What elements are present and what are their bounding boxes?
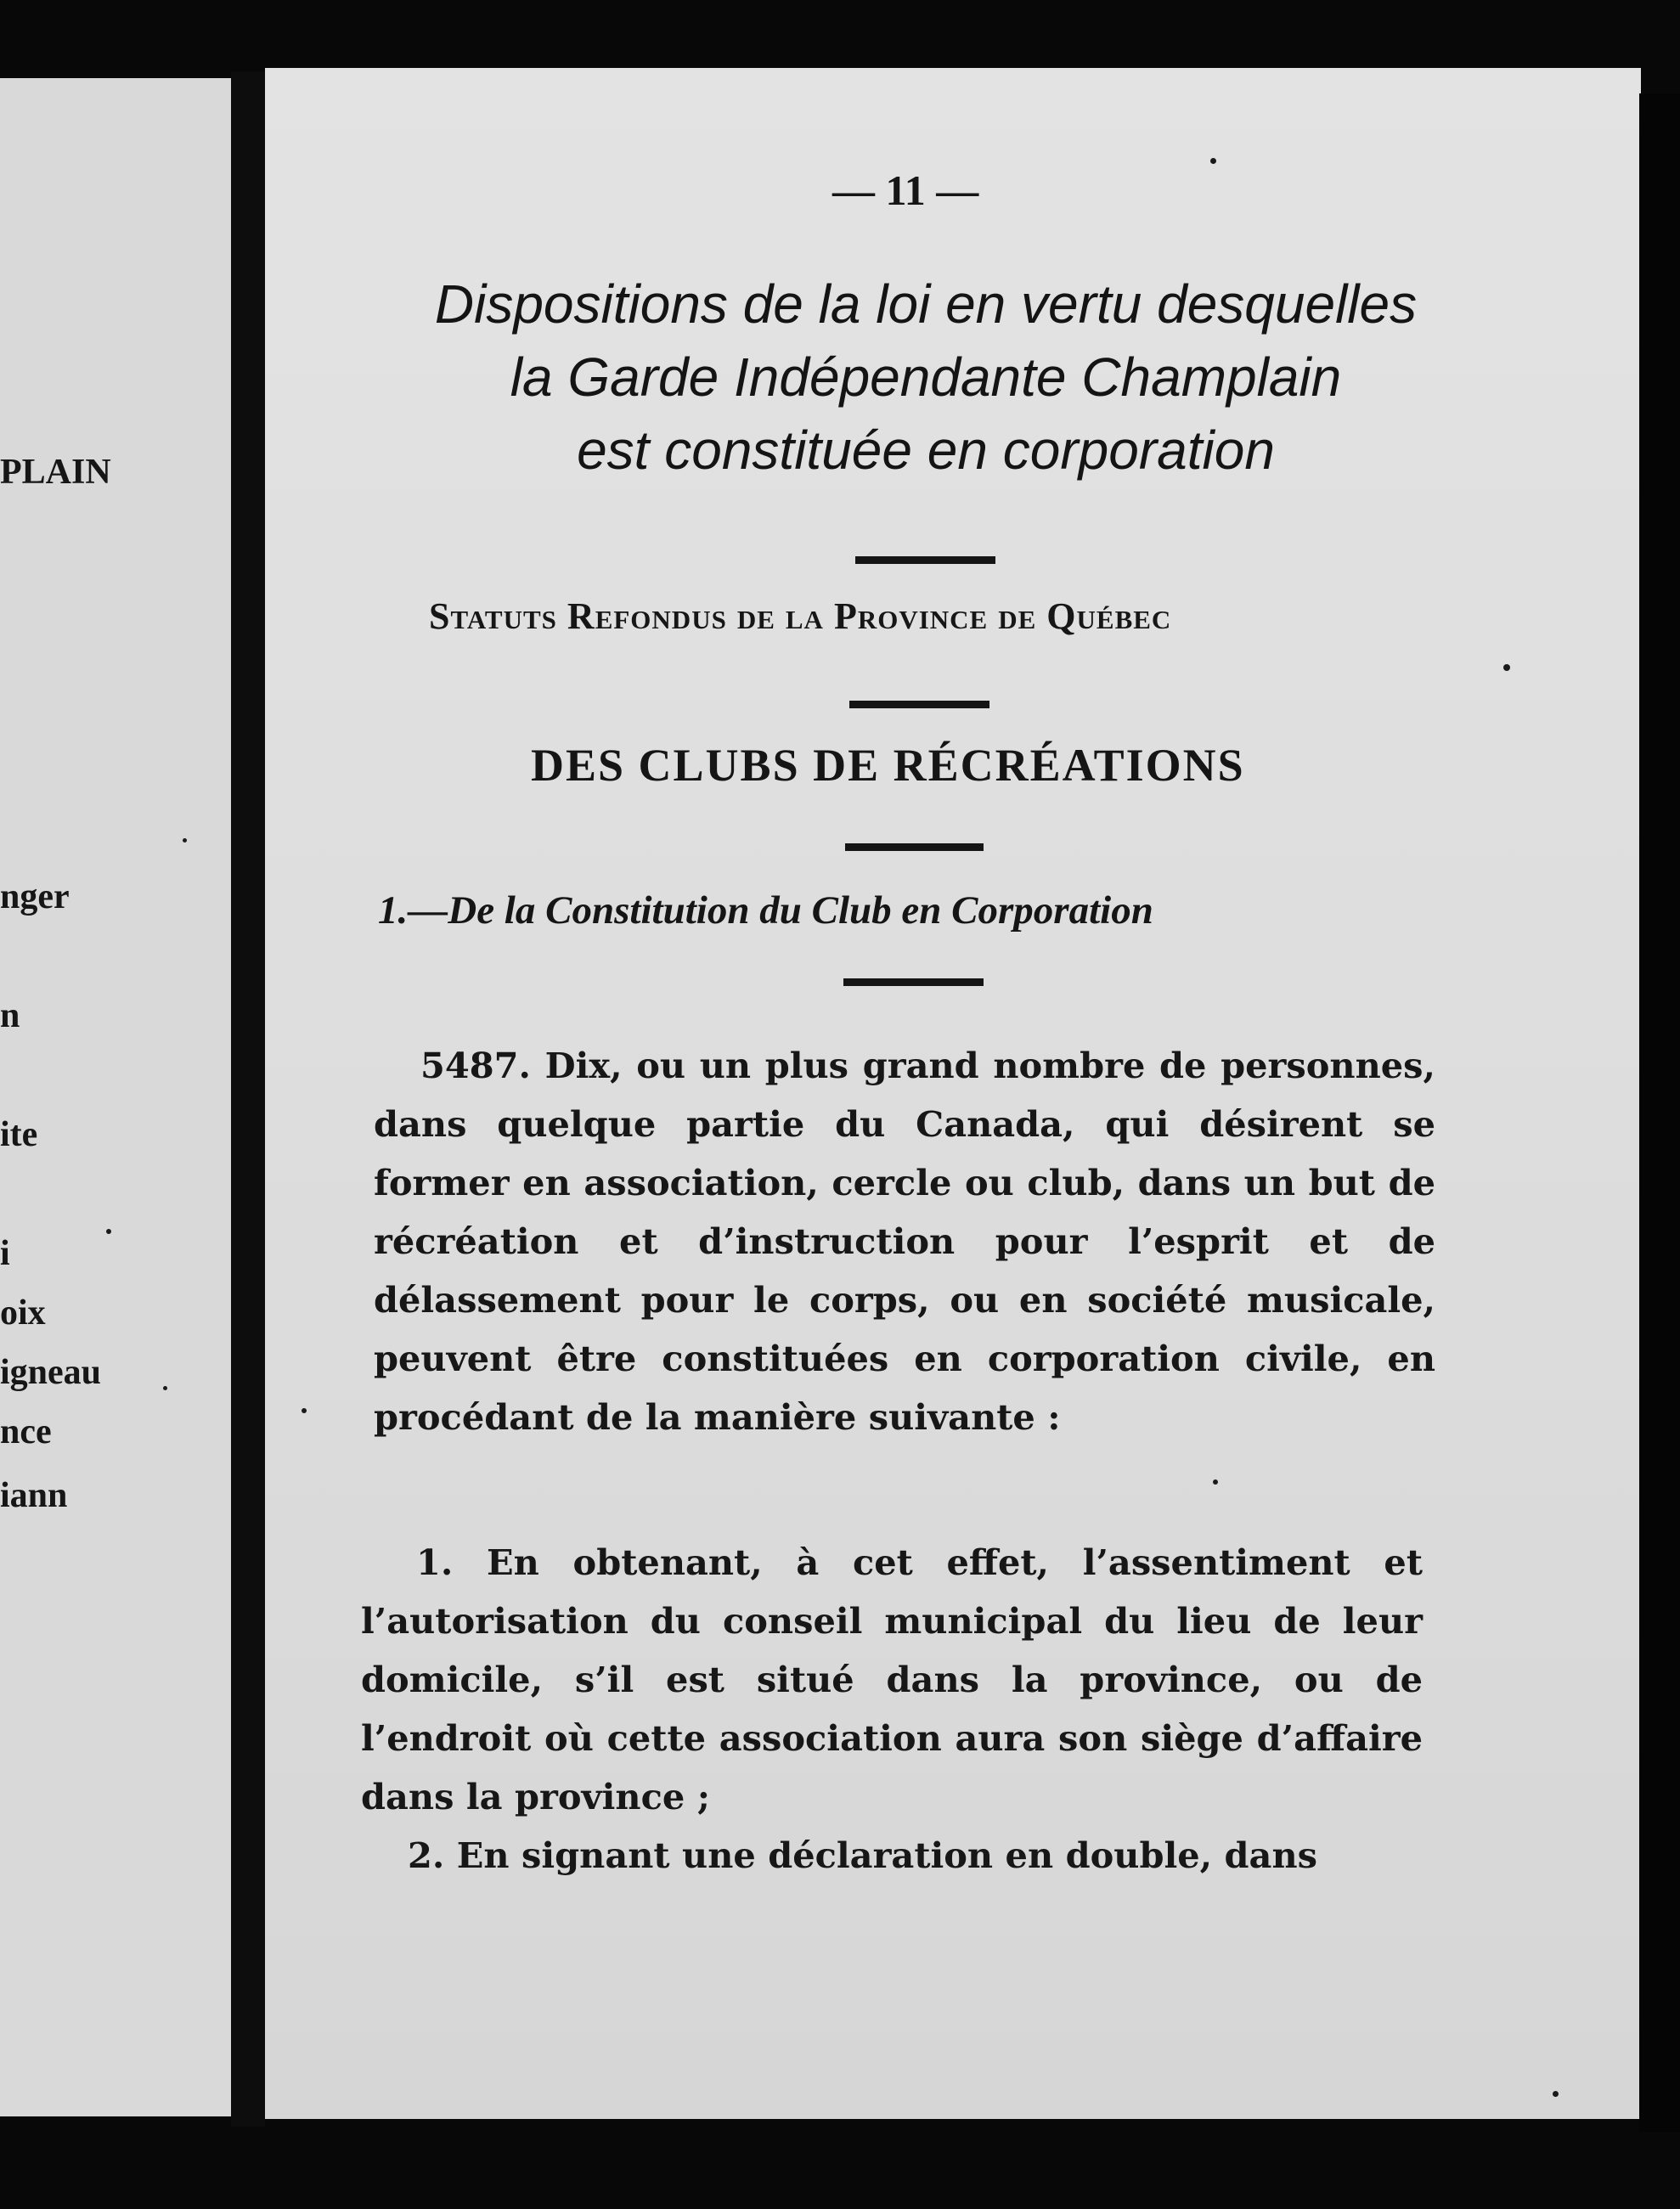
left-page-fragment: i: [0, 1234, 10, 1273]
left-page-fragment: oix: [0, 1293, 46, 1333]
title-line: la Garde Indépendante Champlain: [510, 347, 1342, 408]
divider-rule: [843, 978, 984, 986]
ink-speck: [1213, 1479, 1218, 1485]
ink-speck: [1210, 158, 1216, 164]
ink-speck: [1503, 664, 1510, 671]
article-paragraph: 1. En obtenant, à cet effet, l’assentiment et l’autorisation du conseil municipal du lieu de leur domicile, s’il est situé dans la province, ou de l’endroit où cette association aura son siège d’affaire dans la province ;: [361, 1541, 1423, 1817]
ink-speck: [183, 838, 187, 842]
article-paragraph: 2. En signant une déclaration en double, dans: [408, 1834, 1317, 1876]
divider-rule: [855, 556, 995, 564]
article-paragraph: 5487. Dix, ou un plus grand nombre de personnes, dans quelque partie du Canada, qui désirent se former en association, cercle ou club, dans un but de récréation et d’instruction pour l’esprit et de délassement pour le corps, ou en société musicale, peuvent être constituées en corporation civile, en procédant de la manière suivante :: [374, 1045, 1435, 1438]
divider-rule: [849, 701, 989, 708]
ink-speck: [1553, 2091, 1559, 2097]
chapter-heading: DES CLUBS DE RÉCRÉATIONS: [531, 740, 1245, 791]
ink-speck: [302, 1408, 307, 1413]
page-title: [374, 268, 1478, 487]
left-page-fragment: igneau: [0, 1353, 102, 1392]
left-page-fragment: nger: [0, 877, 70, 916]
left-page-fragment: n: [0, 996, 20, 1035]
section-heading: 1.—De la Constitution du Club en Corporation: [378, 888, 1153, 933]
left-page-fragment: ite: [0, 1115, 38, 1154]
ink-speck: [106, 1229, 111, 1234]
page-number: — 11 —: [832, 166, 979, 214]
left-page-fragment: iann: [0, 1476, 68, 1515]
left-page: [0, 78, 246, 2116]
divider-rule: [845, 843, 984, 851]
title-line: est constituée en corporation: [577, 420, 1275, 481]
left-page-fragment: nce: [0, 1412, 52, 1451]
title-line: Dispositions de la loi en vertu desquelles: [434, 273, 1418, 335]
book-gutter: [231, 71, 265, 2127]
right-page-edge: [1639, 93, 1680, 2132]
statute-heading: Statuts Refondus de la Province de Québec: [429, 595, 1172, 637]
ink-speck: [163, 1386, 167, 1390]
left-page-fragment: PLAIN: [0, 453, 111, 492]
